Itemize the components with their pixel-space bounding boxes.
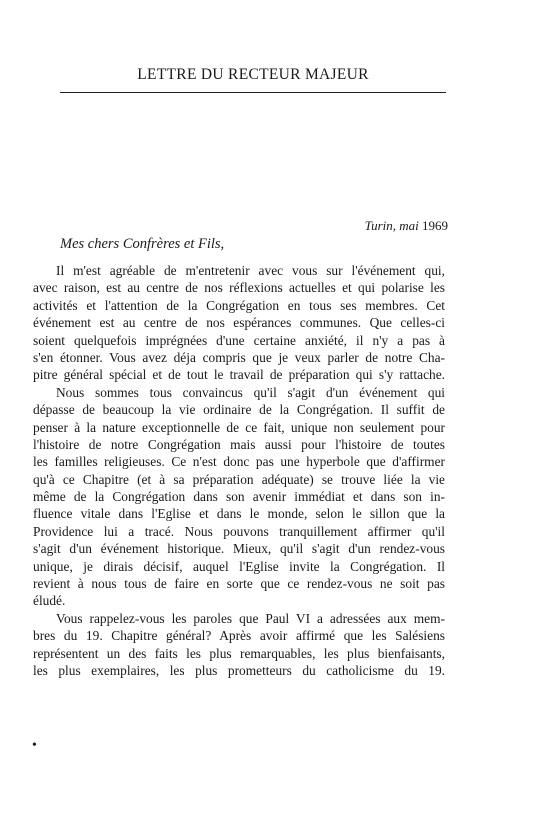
dateline-year: 1969 (422, 218, 448, 233)
letter-body (33, 262, 445, 679)
text-line: qu'à ce Chapitre (et à sa préparation adéquate) se trouve liée la vie (33, 471, 445, 487)
text-line: revient à nous tous de faire en sorte que ce rendez-vous ne soit pas (33, 576, 445, 592)
text-line: les familles religieuses. Ce n'est donc pas une hyperbole que d'affirmer (33, 454, 445, 470)
text-line: événement est au centre de nos espérances communes. Que celles-ci (33, 315, 445, 331)
text-line: représentent un des faits les plus remarquables, les plus bienfaisants, (33, 645, 445, 661)
text-line: unique, je dirais décisif, auquel l'Eglise invite la Congrégation. Il (33, 558, 445, 574)
dateline (60, 218, 448, 234)
text-line: Providence lui a tracé. Nous pouvons tranquillement affirmer qu'il (33, 523, 445, 539)
running-header: LETTRE DU RECTEUR MAJEUR (137, 66, 369, 83)
salutation: Mes chers Confrères et Fils, (60, 236, 225, 252)
text-line: éludé. (33, 593, 66, 609)
text-line: s'en étonner. Vous avez déja compris que je veux parler de notre Cha- (33, 349, 445, 365)
text-line: bres du 19. Chapitre général? Après avoir affirmé que les Salésiens (33, 628, 445, 644)
text-line: fluence vitale dans l'Eglise et dans le monde, selon le sillon que la (33, 506, 445, 522)
text-line: Nous sommes tous convaincus qu'il s'agit d'un événement qui (56, 384, 445, 400)
text-line: avec raison, est au centre de nos réflexions actuelles et qui polarise les (33, 280, 445, 296)
text-line: les plus exemplaires, les plus prometteurs du catholicisme du 19. (33, 662, 445, 678)
text-line: penser à la nature exceptionnelle de ce fait, unique non seulement pour (33, 419, 445, 435)
footnote-mark: • (32, 738, 37, 753)
text-line: s'agit d'un événement historique. Mieux, qu'il s'agit d'un rendez-vous (33, 541, 445, 557)
text-line: soient quelquefois imprégnées d'une certaine anxiété, il n'y a pas à (33, 332, 445, 348)
text-line: Vous rappelez-vous les paroles que Paul VI a adressées aux mem- (56, 610, 445, 626)
text-line: l'histoire de notre Congrégation mais aussi pour l'histoire de toutes (33, 436, 445, 452)
header-rule (60, 92, 446, 93)
text-line: Il m'est agréable de m'entretenir avec vous sur l'événement qui, (56, 263, 445, 278)
text-line: activités et l'attention de la Congrégation en tous ses membres. Cet (33, 297, 445, 313)
text-line: même de la Congrégation dans son avenir immédiat et dans son in- (33, 489, 445, 505)
dateline-place-month: Turin, mai (364, 218, 419, 233)
text-line: dépasse de beaucoup la vie ordinaire de la Congrégation. Il suffit de (33, 402, 445, 418)
text-line: pitre général spécial et de tout le travail de préparation qui s'y rattache. (33, 367, 445, 383)
